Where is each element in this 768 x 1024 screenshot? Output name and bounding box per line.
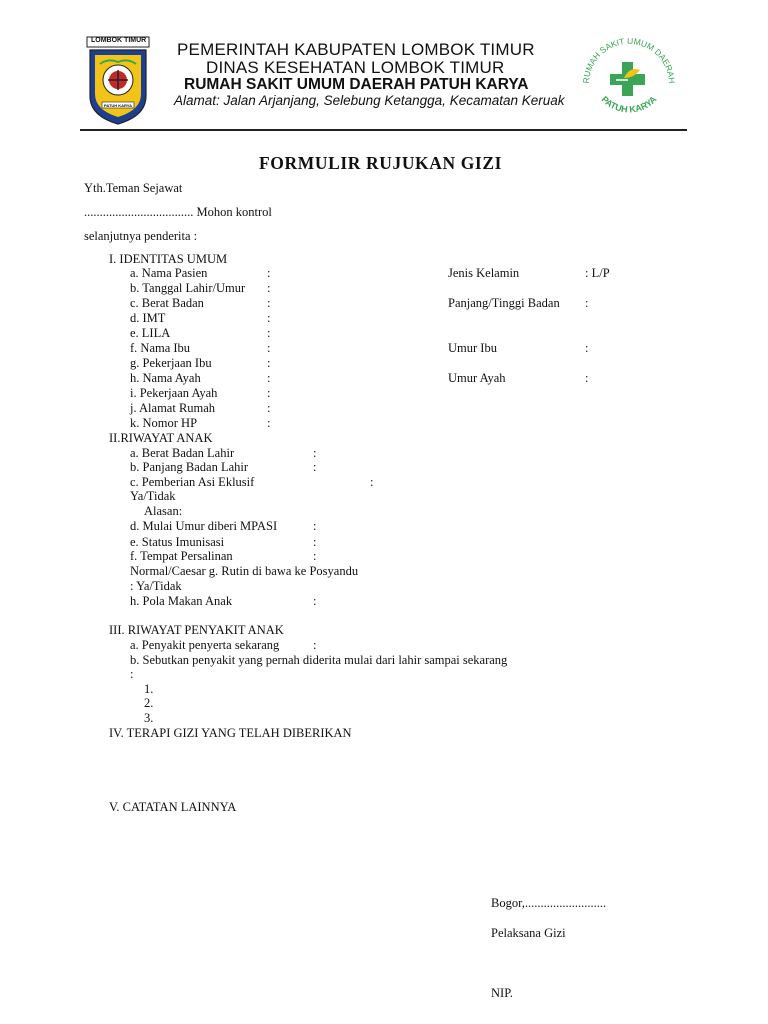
field-pola-makan: h. Pola Makan Anak [130, 594, 233, 608]
header-divider [80, 129, 687, 131]
field-lila: e. LILA [130, 326, 171, 340]
field-tanggal-lahir: b. Tanggal Lahir/Umur [130, 281, 246, 295]
colon: : [313, 535, 317, 549]
request-line-2: selanjutnya penderita : [84, 229, 198, 243]
field-pekerjaan-ibu: g. Pekerjaan Ibu [130, 356, 212, 370]
colon: : [267, 356, 271, 370]
header-line-3: RUMAH SAKIT UMUM DAERAH PATUH KARYA [184, 76, 529, 93]
signature-nip: NIP. [491, 986, 513, 1000]
field-pekerjaan-ayah: i. Pekerjaan Ayah [130, 386, 218, 400]
list-item: 1. [144, 682, 154, 696]
colon: : [313, 519, 317, 533]
regency-logo [86, 36, 150, 126]
colon: : [585, 371, 589, 385]
header-line-1: PEMERINTAH KABUPATEN LOMBOK TIMUR [177, 40, 535, 59]
header-line-2: DINAS KESEHATAN LOMBOK TIMUR [206, 58, 505, 77]
field-nama-pasien: a. Nama Pasien [130, 266, 208, 280]
field-penyakit-penyerta: a. Penyakit penyerta sekarang [130, 638, 280, 652]
posyandu-option: : Ya/Tidak [130, 579, 182, 593]
section-2-heading: II.RIWAYAT ANAK [109, 431, 213, 445]
hospital-logo [574, 34, 684, 126]
list-item: 2. [144, 696, 154, 710]
colon: : [313, 549, 317, 563]
field-umur-ayah: Umur Ayah [448, 371, 506, 385]
colon: : [313, 446, 317, 460]
hospital-logo-ring-text: RUMAH SAKIT UMUM DAERAH [580, 35, 678, 84]
asi-option: Ya/Tidak [130, 489, 176, 503]
field-jenis-kelamin: Jenis Kelamin [448, 266, 520, 280]
list-item: 3. [144, 711, 154, 725]
field-panjang-tinggi: Panjang/Tinggi Badan [448, 296, 560, 310]
field-status-imunisasi: e. Status Imunisasi [130, 535, 225, 549]
greeting: Yth.Teman Sejawat [84, 181, 183, 195]
request-line: ................................... Mohon kontrol [84, 205, 272, 219]
section-5-heading: V. CATATAN LAINNYA [109, 800, 237, 814]
form-title: FORMULIR RUJUKAN GIZI [259, 153, 503, 173]
colon: : [267, 266, 271, 280]
section-4-heading: IV. TERAPI GIZI YANG TELAH DIBERIKAN [109, 726, 352, 740]
field-tempat-persalinan: f. Tempat Persalinan [130, 549, 233, 563]
field-berat-badan: c. Berat Badan [130, 296, 204, 310]
field-riwayat-penyakit: b. Sebutkan penyakit yang pernah diderita mulai dari lahir sampai sekarang [130, 653, 508, 667]
colon: : [267, 281, 271, 295]
signature-role: Pelaksana Gizi [491, 926, 566, 940]
asi-reason: Alasan: [144, 504, 183, 518]
header-address: Alamat: Jalan Arjanjang, Selebung Ketangga, Kecamatan Keruak [174, 93, 565, 108]
field-berat-badan-lahir: a. Berat Badan Lahir [130, 446, 235, 460]
colon-jenis-kelamin: : L/P [585, 266, 610, 280]
field-imt: d. IMT [130, 311, 166, 325]
field-nama-ibu: f. Nama Ibu [130, 341, 191, 355]
colon: : [267, 296, 271, 310]
field-nama-ayah: h. Nama Ayah [130, 371, 201, 385]
colon: : [585, 296, 589, 310]
section-1-heading: I. IDENTITAS UMUM [109, 252, 228, 266]
field-panjang-badan-lahir: b. Panjang Badan Lahir [130, 460, 249, 474]
field-asi-eklusif: c. Pemberian Asi Eklusif [130, 475, 255, 489]
colon: : [267, 311, 271, 325]
colon: : [267, 371, 271, 385]
field-nomor-hp: k. Nomor HP [130, 416, 198, 430]
colon: : [267, 416, 271, 430]
svg-text:PATUH KARYA [600, 94, 659, 115]
colon: : [267, 401, 271, 415]
colon: : [585, 341, 589, 355]
field-umur-ibu: Umur Ibu [448, 341, 497, 355]
persalinan-option: Normal/Caesar g. Rutin di bawa ke Posyandu [130, 564, 359, 578]
regency-logo-caption: LOMBOK TIMUR [91, 37, 147, 44]
colon: : [267, 326, 271, 340]
signature-place-date: Bogor,.......................... [491, 896, 607, 910]
field-alamat-rumah: j. Alamat Rumah [130, 401, 216, 415]
colon: : [313, 594, 317, 608]
colon: : [313, 460, 317, 474]
colon: : [313, 638, 317, 652]
section-3-heading: III. RIWAYAT PENYAKIT ANAK [109, 623, 284, 637]
colon: : [370, 475, 374, 489]
hospital-logo-bottom-text: PATUH KARYA [599, 94, 659, 115]
regency-logo-ribbon: PATUH KARYA [103, 103, 132, 108]
colon: : [267, 386, 271, 400]
field-mpasi: d. Mulai Umur diberi MPASI [130, 519, 278, 533]
colon: : [130, 667, 134, 681]
colon: : [267, 341, 271, 355]
